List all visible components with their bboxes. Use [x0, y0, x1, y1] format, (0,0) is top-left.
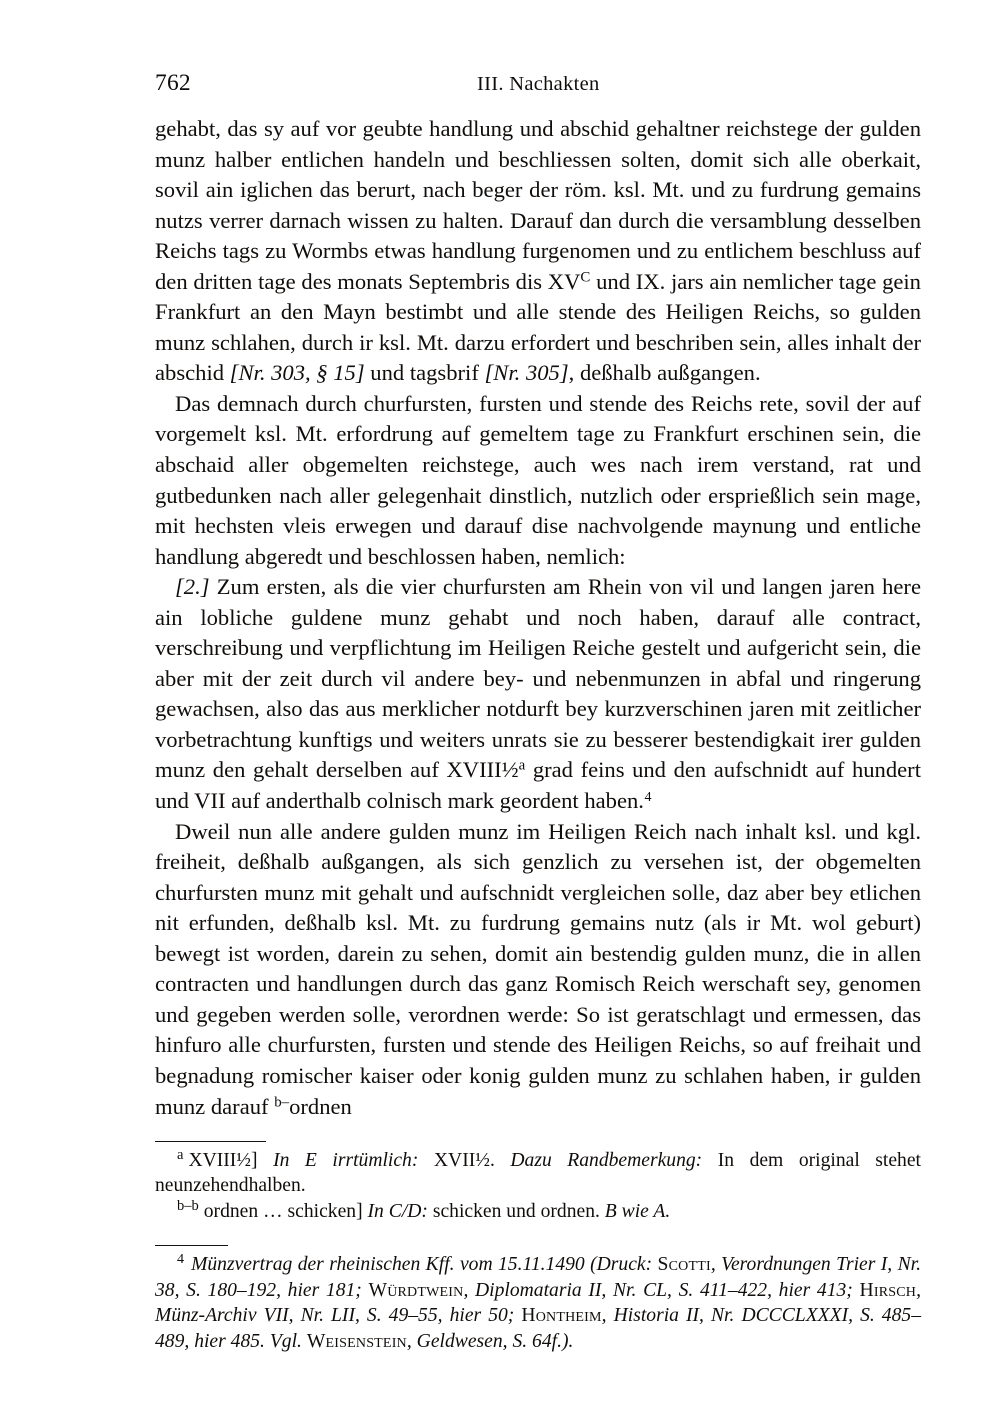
footnote-notes — [155, 1252, 921, 1354]
footnote-number: 4 — [177, 1251, 185, 1268]
apparatus-note-a — [155, 1148, 921, 1199]
para-das-demnach — [155, 389, 921, 572]
apparatus-notes — [155, 1148, 921, 1224]
text-run: XVIII½] — [188, 1150, 274, 1172]
italic-run: Dazu Randbemerkung: — [510, 1150, 703, 1172]
italic-run: , Münz-Archiv VII, Nr. LII, S. 49–55, hier 50; — [155, 1279, 921, 1327]
apparatus-reference: C — [580, 269, 591, 286]
footnote-reference: 4 — [644, 789, 652, 805]
footnotes-block — [155, 1245, 921, 1354]
text-run: und IX. jars ain nemlicher tage gein Frankfurt an den Mayn bestimbt und alle stende des Heiligen Reichs, so gulden munz schlahen, durch ir ksl. Mt. darzu erfordert und beschriben sein, alles inhalt der abschid — [155, 268, 921, 386]
italic-run: [2.] — [175, 574, 210, 600]
italic-run: In C/D: — [367, 1200, 428, 1222]
italic-run: [Nr. 303, § 15] — [229, 360, 365, 386]
small-caps-name: Hontheim — [521, 1305, 602, 1327]
apparatus-note-mark: b–b — [177, 1197, 199, 1214]
italic-run: , Historia II, Nr. DCCCLXXXI, S. 485–489, hier 485. Vgl. — [155, 1305, 921, 1353]
italic-run: In E irrtümlich: — [273, 1150, 419, 1172]
italic-run: Münzvertrag der rheinischen Kff. vom 15.11.1490 (Druck: — [191, 1254, 658, 1276]
text-run: ordnen — [289, 1093, 352, 1119]
apparatus-block — [155, 1141, 921, 1224]
text-run: gehabt, das sy auf vor geubte handlung und abschid gehaltner reichstege der gulden munz halber entlichen handeln und beschliessen solten, domit sich alle oberkait, sovil ain iglichen das berurt, nach beger der röm. ksl. Mt. und zu furdrung gemains nutzs verrer darnach wissen zu halten. Darauf dan durch die versamblung desselben Reichs tags zu Wormbs etwas handlung furgenomen und zu entlichem beschluss auf den dritten tage des monats Septembris dis XV — [155, 116, 921, 294]
text-run: Das demnach durch churfursten, fursten und stende des Reichs rete, sovil der auf vorgemelt ksl. Mt. erfordrung auf gemeltem tage zu Frankfurt erschinen sein, die abschaid aller obgemelten reichstege, auch wes nach irem verstand, rat und gutbedunken nach aller gelegenhait dinstlich, nutzlich oder ersprießlich sein mage, mit hechsten vleis erwegen und darauf dise nachvolgende maynung und entliche handlung abgeredt und beschlossen haben, nemlich: — [155, 390, 921, 569]
page-number: 762 — [155, 70, 191, 96]
apparatus-reference: a — [518, 758, 526, 775]
footnote-4 — [155, 1252, 921, 1354]
apparatus-note-mark: a — [177, 1146, 184, 1163]
para-2-zum-ersten — [155, 572, 921, 816]
italic-run: B wie A. — [604, 1200, 671, 1222]
apparatus-rule — [155, 1141, 266, 1142]
running-title: III. Nachakten — [477, 73, 600, 95]
apparatus-note-b — [155, 1199, 921, 1224]
running-head — [155, 68, 921, 114]
apparatus-reference: b– — [274, 1094, 290, 1111]
small-caps-name: Weisenstein — [306, 1331, 407, 1353]
para-dweil-nun — [155, 817, 921, 1122]
text-run: In dem original stehet neunzehendhalben. — [155, 1150, 921, 1197]
small-caps-name: Hirsch — [859, 1279, 917, 1301]
italic-run: [Nr. 305] — [484, 360, 569, 386]
text-run: , deßhalb außgangen. — [568, 360, 761, 386]
italic-run: , Verordnungen Trier I, Nr. 38, S. 180–192, hier 181; — [155, 1254, 921, 1301]
text-run: und tagsbrif — [364, 360, 485, 386]
footnote-rule — [155, 1245, 228, 1246]
text-run: XVII½. — [418, 1150, 511, 1172]
italic-run: , Geldwesen, S. 64f.). — [406, 1331, 574, 1353]
para-continuation — [155, 114, 921, 389]
text-run: schicken und ordnen. — [427, 1200, 605, 1222]
small-caps-name: Würdtwein — [368, 1279, 464, 1301]
body-text — [155, 114, 921, 1122]
text-run: ordnen … schicken] — [203, 1200, 368, 1222]
page-content-column — [155, 0, 921, 1355]
text-run: Dweil nun alle andere gulden munz im Heiligen Reich nach inhalt ksl. und kgl. freiheit, deßhalb außgangen, als sich genzlich zu versehen ist, der obgemelten churfursten munz mit gehalt und aufschnidt vergleichen solle, daz aber bey etlichen nit erfunden, deßhalb ksl. Mt. zu furdrung gemains nutz (als ir Mt. wol geburt) bewegt ist worden, darein zu sehen, domit ain bestendig gulden munz, die in allen contracten und handlungen durch das ganz Romisch Reich werschaft sey, genomen und gegeben werden solle, verordnen werde: So ist geratschlagt und ermessen, das hinfuro alle churfursten, fursten und stende des Heiligen Reichs, so auf freihait und begnadung romischer kaiser oder konig gulden munz zu schlahen haben, ir gulden munz darauf — [155, 818, 921, 1119]
small-caps-name: Scotti — [657, 1254, 711, 1276]
text-run: Zum ersten, als die vier churfursten am Rhein von vil und langen jaren here ain lobliche guldene munz gehabt und noch haben, darauf alle contract, verschreibung und verpflichtung im Heiligen Reiche gestelt und aufgericht sein, die aber mit der zeit durch vil andere bey- und nebenmunzen in abfal und ringerung gewachsen, also das aus merklicher notdurft bey kurzverschinen jaren mit zeitlicher vorbetrachtung kunftigs und weiters unrats sie zu besserer bestendigkait irer gulden munz den gehalt derselben auf XVIII½ — [155, 574, 921, 783]
italic-run: , Diplomataria II, Nr. CL, S. 411–422, hier 413; — [463, 1279, 860, 1301]
text-run: grad feins und den aufschnidt auf hundert und VII auf anderthalb colnisch mark geordent haben. — [155, 757, 921, 814]
